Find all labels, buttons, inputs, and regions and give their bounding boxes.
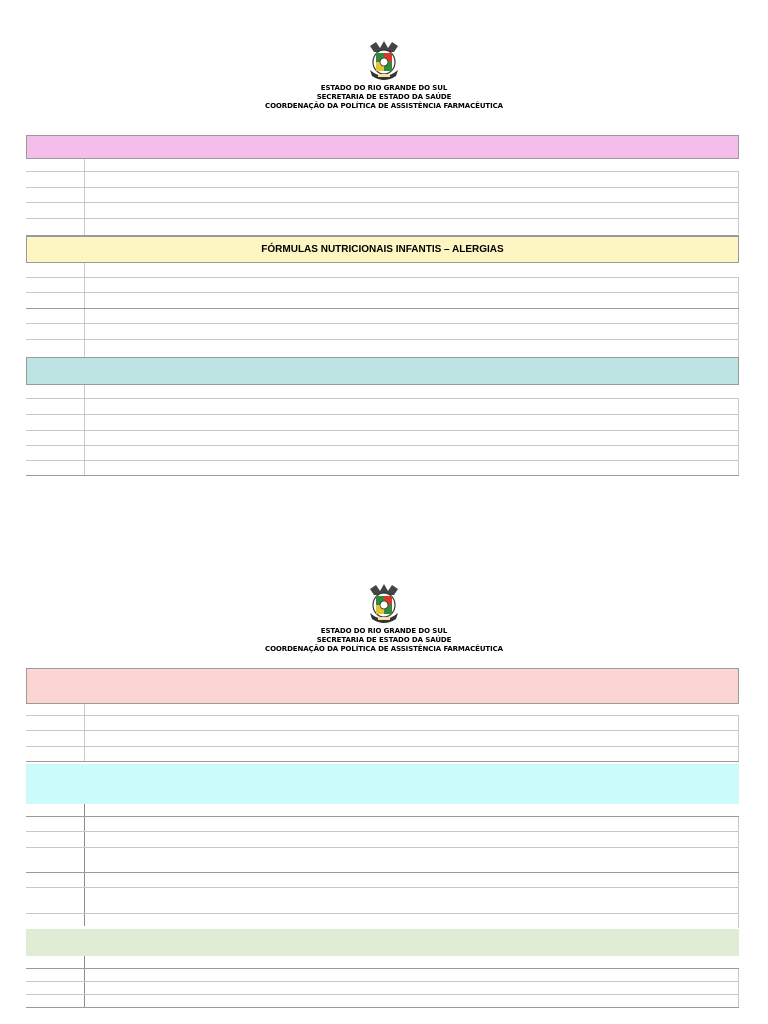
section-title: FÓRMULAS NUTRICIONAIS INFANTIS – ALERGIAS (261, 244, 504, 255)
section-title (27, 669, 738, 703)
header-coordination: COORDENAÇÃO DA POLÍTICA DE ASSISTÊNCIA FARMACÊUTICA (265, 645, 503, 653)
section-table (26, 704, 739, 762)
section-table (26, 804, 739, 928)
section-band-salmon (26, 668, 739, 704)
section-band-green (26, 929, 739, 956)
section-band-cyan (26, 764, 739, 804)
header-secretariat: SECRETARIA DE ESTADO DA SAÚDE (316, 93, 452, 101)
section-title (27, 765, 738, 803)
header-secretariat: SECRETARIA DE ESTADO DA SAÚDE (316, 636, 452, 644)
coat-of-arms-icon (366, 583, 402, 623)
header-coordination: COORDENAÇÃO DA POLÍTICA DE ASSISTÊNCIA FARMACÊUTICA (265, 102, 503, 110)
section-table (26, 956, 739, 1009)
section-title (27, 930, 738, 955)
header-state: ESTADO DO RIO GRANDE DO SUL (320, 627, 448, 635)
header-state: ESTADO DO RIO GRANDE DO SUL (320, 84, 448, 92)
